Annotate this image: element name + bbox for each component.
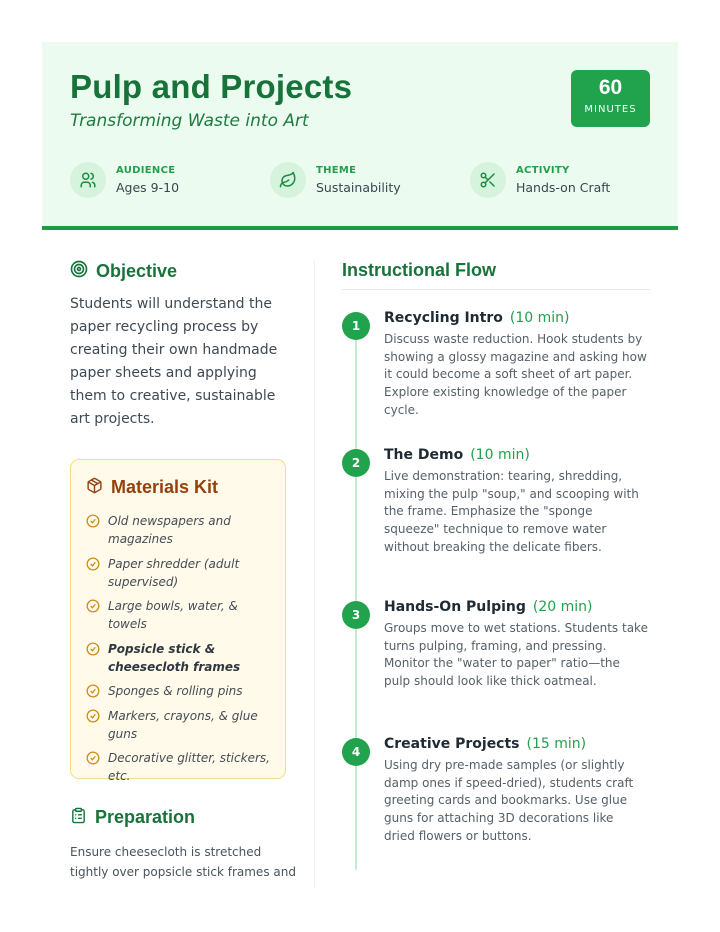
- step-heading: [384, 307, 569, 326]
- users-icon: [70, 162, 106, 198]
- material-label: Paper shredder (adult supervised): [108, 556, 240, 589]
- material-label: Large bowls, water, & towels: [108, 599, 238, 631]
- step-number: 2: [342, 449, 370, 477]
- step-title: Recycling Intro: [384, 310, 503, 326]
- check-circle-icon: [86, 514, 100, 528]
- materials-title: Materials Kit: [111, 477, 219, 497]
- material-label: Sponges & rolling pins: [108, 684, 243, 698]
- material-label: Popsicle stick & cheesecloth frames: [108, 641, 241, 674]
- step-number: 4: [342, 738, 370, 766]
- step-description: Live demonstration: tearing, shredding, mixing the pulp "soup," and scooping with the frame. Emphasize the "sponge squeeze" technique to remove water without breaking the delicate fibers.: [384, 469, 639, 554]
- meta-value: Sustainability: [316, 180, 401, 195]
- list-item: [86, 555, 272, 591]
- clipboard-icon: [70, 807, 87, 828]
- preparation-title: Preparation: [95, 807, 196, 827]
- target-icon: [70, 260, 88, 282]
- step-title: Hands-On Pulping: [384, 599, 526, 615]
- column-divider: [314, 260, 315, 888]
- objective-heading: [70, 260, 286, 282]
- step-connector: [355, 627, 357, 743]
- step-duration: (10 min): [470, 447, 530, 463]
- step-description: Using dry pre-made samples (or slightly damp ones if speed-dried), students craft greeting cards and bookmarks. Use glue guns for attaching 3D decorations like dried flowers or buttons.: [384, 758, 634, 843]
- meta-value: Hands-on Craft: [516, 180, 611, 195]
- step-connector: [355, 338, 357, 454]
- step-title: The Demo: [384, 447, 464, 463]
- materials-heading: [86, 477, 218, 498]
- leaf-icon: [270, 162, 306, 198]
- check-circle-icon: [86, 684, 100, 698]
- materials-list: [86, 512, 272, 792]
- meta-label: THEME: [316, 165, 357, 176]
- material-label: Decorative glitter, stickers, etc.: [108, 751, 270, 783]
- duration-badge: [571, 70, 650, 127]
- preparation-heading: [70, 807, 195, 828]
- box-icon: [86, 477, 103, 498]
- list-item: [86, 640, 272, 676]
- page-title: Pulp and Projects: [70, 68, 353, 105]
- materials-kit-card: [70, 459, 286, 783]
- duration-unit: MINUTES: [584, 104, 637, 115]
- check-circle-icon: [86, 642, 100, 656]
- list-item: [86, 512, 272, 548]
- check-circle-icon: [86, 599, 100, 613]
- step-connector: [355, 764, 357, 870]
- step-number: 1: [342, 312, 370, 340]
- meta-value: Ages 9-10: [116, 180, 180, 195]
- step-heading: [384, 444, 530, 463]
- preparation-text: Ensure cheesecloth is stretched tightly over popsicle stick frames and: [70, 845, 296, 879]
- check-circle-icon: [86, 709, 100, 723]
- duration-value: 60: [598, 76, 623, 99]
- list-item: [86, 682, 272, 700]
- step-duration: (10 min): [509, 310, 570, 326]
- step-connector: [355, 475, 357, 601]
- flow-divider: [342, 289, 650, 290]
- step-title: Creative Projects: [384, 736, 520, 752]
- scissors-icon: [470, 162, 506, 198]
- list-item: [86, 749, 272, 785]
- step-description: Discuss waste reduction. Hook students by showing a glossy magazine and asking how it could become a soft sheet of art paper. Explore existing knowledge of the paper cycle.: [384, 332, 647, 417]
- material-label: Markers, crayons, & glue guns: [108, 708, 258, 741]
- left-column: [70, 260, 296, 879]
- meta-label: ACTIVITY: [516, 165, 570, 176]
- list-item: [86, 707, 272, 743]
- list-item: [86, 597, 272, 633]
- step-heading: [384, 733, 586, 752]
- material-label: Old newspapers and magazines: [108, 514, 231, 546]
- step-number: 3: [342, 601, 370, 629]
- step-duration: (15 min): [526, 736, 587, 752]
- meta-label: AUDIENCE: [116, 165, 176, 176]
- objective-text: Students will understand the paper recycling process by creating their own handmade paper sheets and applying them to creative, sustainable art projects.: [70, 296, 278, 427]
- step-description: Groups move to wet stations. Students take turns pulping, framing, and pressing. Monitor the "water to paper" ratio—the pulp should look like thick oatmeal.: [384, 621, 648, 689]
- page-subtitle: Transforming Waste into Art: [70, 111, 309, 131]
- lesson-header: [42, 42, 678, 230]
- step-heading: [384, 596, 592, 615]
- check-circle-icon: [86, 557, 100, 571]
- objective-title: Objective: [96, 260, 178, 281]
- flow-title: Instructional Flow: [342, 260, 497, 280]
- check-circle-icon: [86, 751, 100, 765]
- step-duration: (20 min): [532, 599, 593, 615]
